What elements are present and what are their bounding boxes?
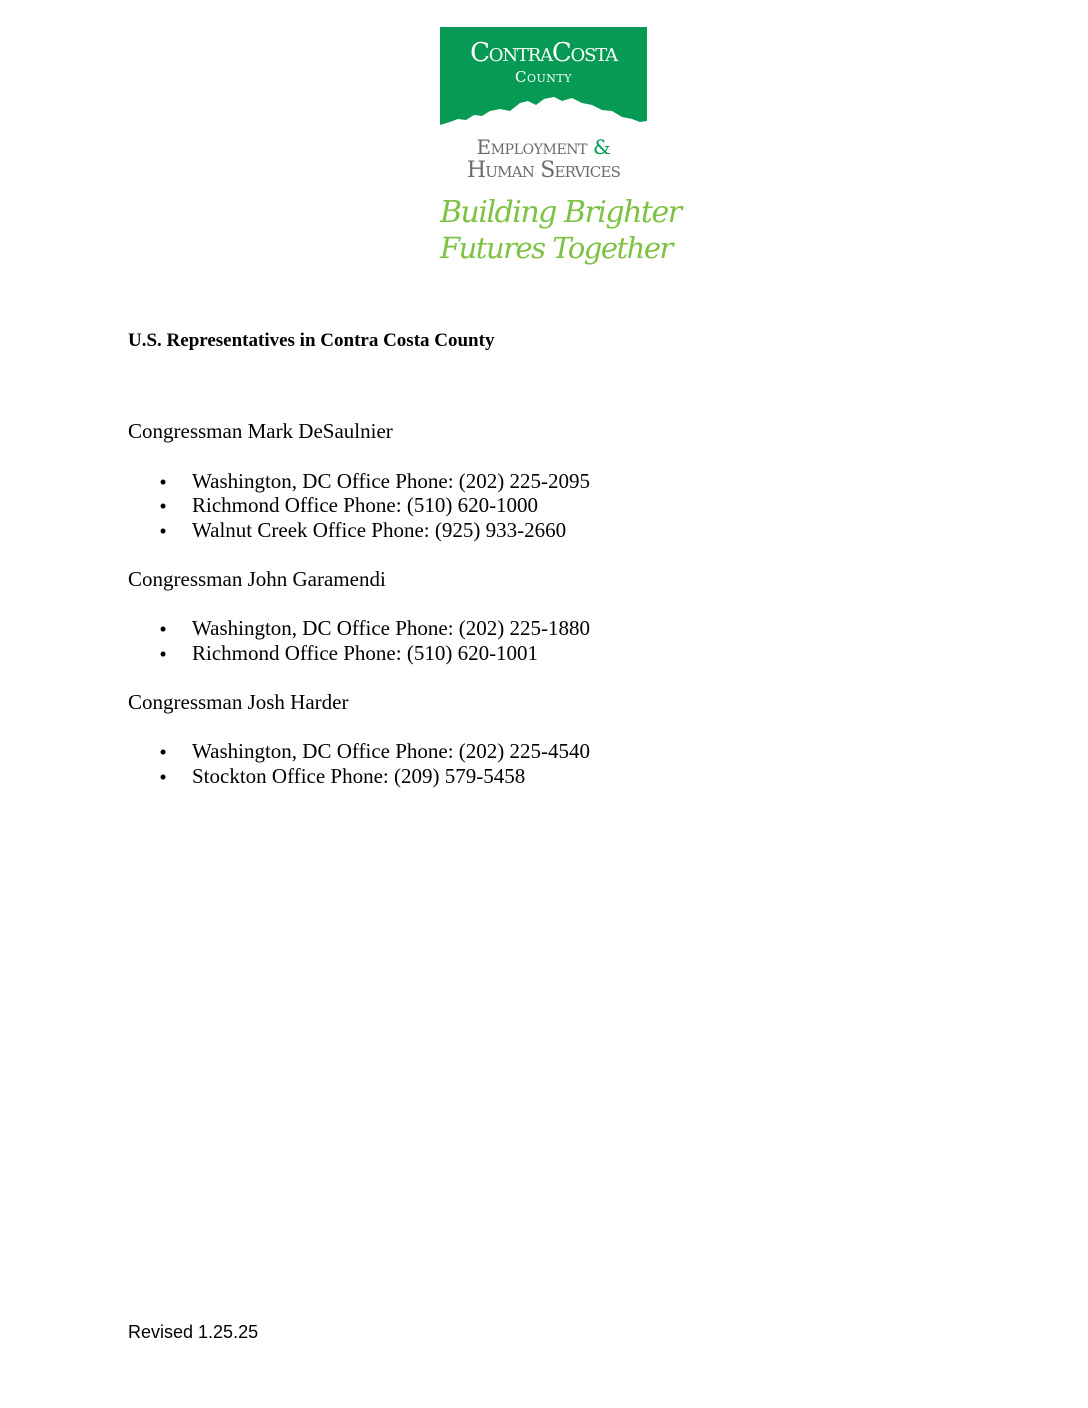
logo-tagline-1: Building Brighter [440, 195, 681, 230]
logo-county-word: County [515, 68, 572, 86]
rep-name-desaulnier: Congressman Mark DeSaulnier [128, 419, 393, 443]
logo-human-services: Human Services [466, 158, 621, 183]
office-phone: Washington, DC Office Phone: (202) 225-4540 [192, 739, 591, 763]
office-phone: Walnut Creek Office Phone: (925) 933-2660 [192, 518, 567, 542]
bullet-icon: • [159, 617, 167, 641]
office-phone: Stockton Office Phone: (209) 579-5458 [192, 764, 526, 788]
bullet-icon: • [159, 765, 167, 789]
mountain-icon [440, 89, 647, 131]
bullet-icon: • [159, 494, 167, 518]
revision-note: Revised 1.25.25 [128, 1322, 259, 1342]
logo-county-name: ContraCosta [470, 38, 617, 68]
office-phone: Washington, DC Office Phone: (202) 225-2095 [192, 469, 591, 493]
bullet-icon: • [159, 519, 167, 543]
bullet-icon: • [159, 642, 167, 666]
logo-employment-word: Employment [476, 135, 594, 159]
bullet-icon: • [159, 740, 167, 764]
logo-green-banner [440, 27, 647, 131]
logo-employment [440, 135, 647, 159]
office-phone: Richmond Office Phone: (510) 620-1000 [192, 493, 539, 517]
office-phone: Washington, DC Office Phone: (202) 225-1880 [192, 616, 591, 640]
office-phone: Richmond Office Phone: (510) 620-1001 [192, 641, 539, 665]
bullet-icon: • [159, 470, 167, 494]
contra-costa-ehs-logo [440, 27, 681, 277]
rep-name-harder: Congressman Josh Harder [128, 690, 349, 714]
logo-ampersand: & [593, 135, 611, 159]
rep-name-garamendi: Congressman John Garamendi [128, 567, 386, 591]
page-title: U.S. Representatives in Contra Costa County [128, 330, 495, 351]
logo-tagline-2: Futures Together [440, 231, 672, 265]
